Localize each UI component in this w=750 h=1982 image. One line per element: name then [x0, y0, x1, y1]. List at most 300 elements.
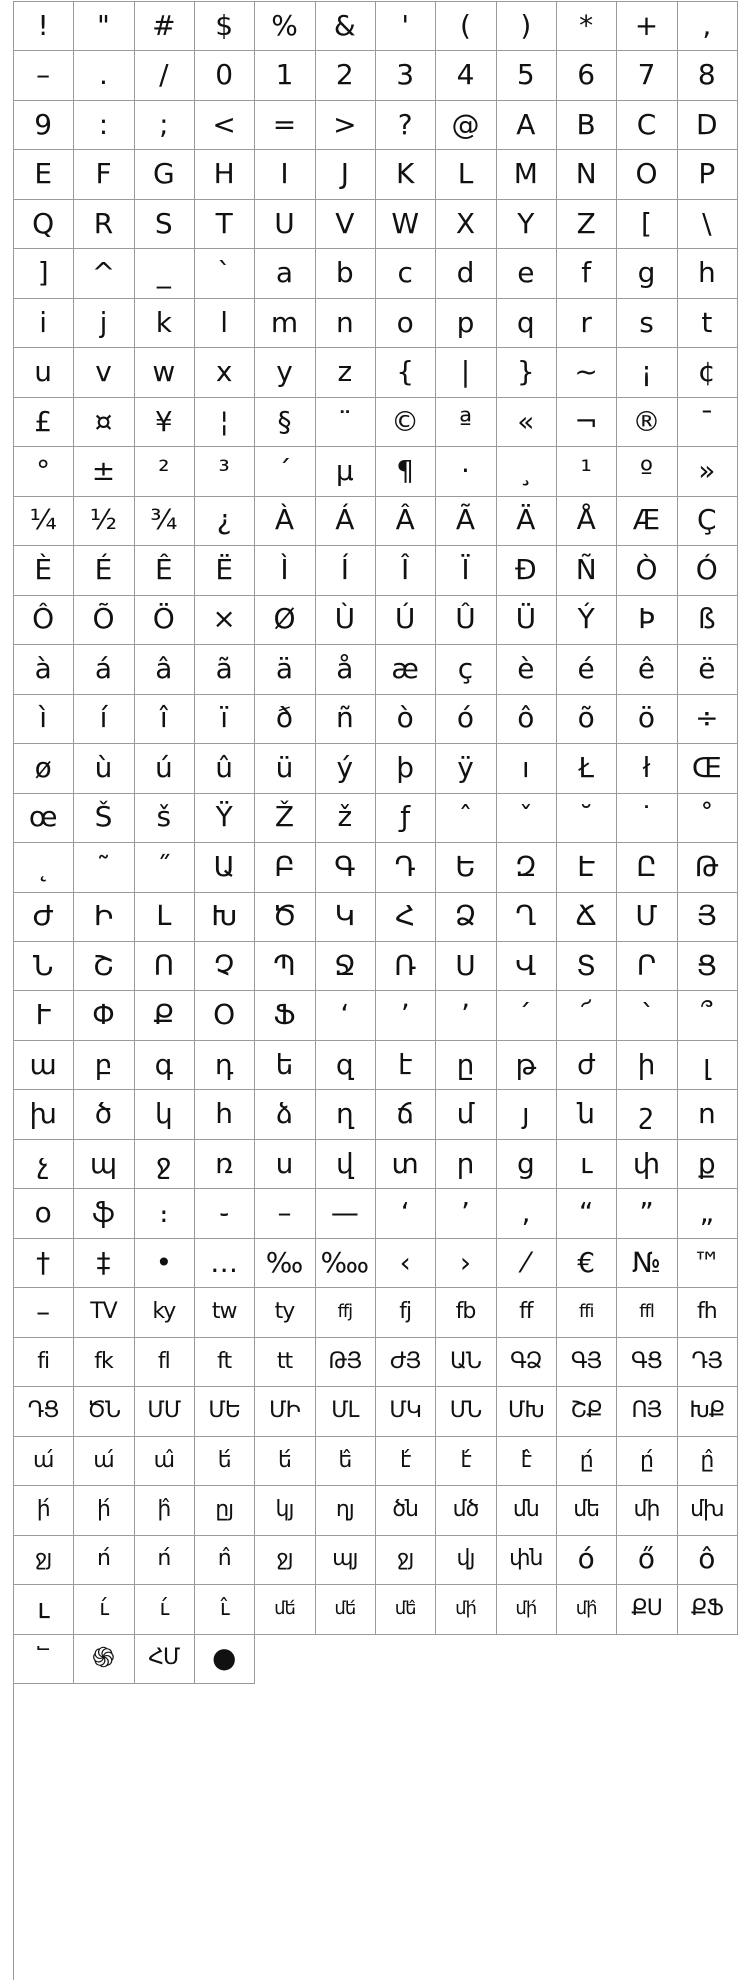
glyph-cell: . [73, 50, 134, 100]
glyph-cell: J [315, 149, 376, 199]
glyph-cell: ո̂ [194, 1535, 255, 1585]
glyph-cell: ò [375, 694, 436, 744]
glyph-cell: ւ́ [134, 1584, 195, 1634]
glyph-cell: Շ [73, 941, 134, 991]
glyph-cell: 5 [496, 50, 557, 100]
glyph-cell: ջ [134, 1139, 195, 1189]
glyph-cell: ’ [435, 1188, 496, 1238]
glyph-cell: , [677, 1, 738, 51]
glyph-cell: ե́ [194, 1436, 255, 1486]
glyph-cell: ı [496, 743, 557, 793]
glyph-cell: Ռ [375, 941, 436, 991]
glyph-cell: Ë [194, 545, 255, 595]
glyph-cell: n [315, 298, 376, 348]
glyph-cell: Í [315, 545, 376, 595]
glyph-cell: ըյ [194, 1485, 255, 1535]
glyph-cell: Œ [677, 743, 738, 793]
glyph-cell: Հ [375, 892, 436, 942]
glyph-cell: > [315, 100, 376, 150]
glyph-cell: P [677, 149, 738, 199]
glyph-cell: Ä [496, 496, 557, 546]
glyph-cell: ' [375, 1, 436, 51]
glyph-cell: Թ [677, 842, 738, 892]
glyph-cell: L [435, 149, 496, 199]
glyph-cell: õ [556, 694, 617, 744]
glyph-cell: c [375, 248, 436, 298]
glyph-cell: Ւ [13, 991, 74, 1041]
glyph-cell: tw [194, 1287, 255, 1337]
glyph-cell: մծ [435, 1485, 496, 1535]
glyph-cell: – [13, 1287, 74, 1337]
glyph-cell: R [73, 199, 134, 249]
glyph-cell: Î [375, 545, 436, 595]
glyph-cell: ո [677, 1089, 738, 1139]
glyph-cell: կյ [254, 1485, 315, 1535]
glyph-cell: ⁄ [496, 1238, 557, 1288]
glyph-cell: Յ [677, 892, 738, 942]
glyph-cell: թ [496, 1040, 557, 1090]
glyph-cell: ˆ [435, 793, 496, 843]
glyph-cell: ՄՄ [134, 1386, 195, 1436]
glyph-cell: î [134, 694, 195, 744]
glyph-cell: — [315, 1188, 376, 1238]
glyph-cell: ˙ [616, 793, 677, 843]
glyph-cell: վյ [435, 1535, 496, 1585]
glyph-cell: Õ [73, 595, 134, 645]
glyph-cell: ծն [375, 1485, 436, 1535]
glyph-cell: x [194, 347, 255, 397]
glyph-cell: ա́ [13, 1436, 74, 1486]
glyph-cell: պ [73, 1139, 134, 1189]
glyph-cell: մխ [677, 1485, 738, 1535]
glyph-cell: Ն [13, 941, 74, 991]
glyph-cell: í [73, 694, 134, 744]
glyph-cell: – [254, 1188, 315, 1238]
glyph-cell: 1 [254, 50, 315, 100]
glyph-cell: ո́ [73, 1535, 134, 1585]
glyph-cell: ö [616, 694, 677, 744]
glyph-cell: G [134, 149, 195, 199]
glyph-cell: հ [194, 1089, 255, 1139]
glyph-cell: ԳՁ [496, 1337, 557, 1387]
glyph-cell: ¡ [616, 347, 677, 397]
glyph-cell: % [254, 1, 315, 51]
glyph-cell: C [616, 100, 677, 150]
glyph-cell: ô [677, 1535, 738, 1585]
glyph-cell: Կ [315, 892, 376, 942]
glyph-cell: tt [254, 1337, 315, 1387]
glyph-cell: ՄԵ [194, 1386, 255, 1436]
glyph-cell: × [194, 595, 255, 645]
glyph-cell: ր [435, 1139, 496, 1189]
glyph-cell: վ [315, 1139, 376, 1189]
glyph-cell: ° [13, 446, 74, 496]
glyph-cell: h [677, 248, 738, 298]
glyph-cell: Á [315, 496, 376, 546]
glyph-cell: ՚ [435, 991, 496, 1041]
glyph-cell: ֊ [194, 1188, 255, 1238]
glyph-cell: ` [194, 248, 255, 298]
glyph-cell: ՀՄ [134, 1634, 195, 1684]
glyph-cell: ½ [73, 496, 134, 546]
glyph-cell: fb [435, 1287, 496, 1337]
glyph-cell: Â [375, 496, 436, 546]
glyph-cell: D [677, 100, 738, 150]
glyph-cell: ԴՑ [13, 1386, 74, 1436]
glyph-cell: Պ [254, 941, 315, 991]
glyph-cell: պյ [315, 1535, 376, 1585]
glyph-cell: ‹ [375, 1238, 436, 1288]
glyph-cell: O [616, 149, 677, 199]
glyph-cell: Ê [134, 545, 195, 595]
glyph-cell: X [435, 199, 496, 249]
glyph-cell: 4 [435, 50, 496, 100]
glyph-cell: À [254, 496, 315, 546]
glyph-cell: § [254, 397, 315, 447]
glyph-cell: ֍ [73, 1634, 134, 1684]
glyph-cell: ՛ [496, 991, 557, 1041]
glyph-cell: ë [677, 644, 738, 694]
glyph-cell: } [496, 347, 557, 397]
glyph-cell: ÷ [677, 694, 738, 744]
glyph-cell: Ը [616, 842, 677, 892]
glyph-cell: Տ [556, 941, 617, 991]
glyph-cell: ˜ [73, 842, 134, 892]
glyph-cell: ԴՅ [677, 1337, 738, 1387]
glyph-cell: ՔՖ [677, 1584, 738, 1634]
glyph-cell: ~ [556, 347, 617, 397]
glyph-cell: Ժ [13, 892, 74, 942]
glyph-cell: ՈՅ [616, 1386, 677, 1436]
glyph-cell: ” [616, 1188, 677, 1238]
glyph-cell: ñ [315, 694, 376, 744]
glyph-cell: Ձ [435, 892, 496, 942]
glyph-cell: Վ [496, 941, 557, 991]
glyph-cell: Ծ [254, 892, 315, 942]
glyph-cell: Ó [677, 545, 738, 595]
glyph-cell: ¶ [375, 446, 436, 496]
glyph-cell: ) [496, 1, 557, 51]
glyph-cell: փն [496, 1535, 557, 1585]
glyph-cell: մի̂ [556, 1584, 617, 1634]
glyph-cell: Ï [435, 545, 496, 595]
glyph-cell: fj [375, 1287, 436, 1337]
glyph-cell: T [194, 199, 255, 249]
glyph-cell: é [556, 644, 617, 694]
glyph-cell: g [616, 248, 677, 298]
glyph-cell: ● [194, 1634, 255, 1684]
glyph-cell: ‚ [496, 1188, 557, 1238]
glyph-cell: ® [616, 397, 677, 447]
glyph-cell: ՞ [677, 991, 738, 1041]
glyph-cell: fl [134, 1337, 195, 1387]
glyph-cell: ԳՑ [616, 1337, 677, 1387]
glyph-cell: ԽՔ [677, 1386, 738, 1436]
glyph-cell: Ç [677, 496, 738, 546]
glyph-cell: à [13, 644, 74, 694]
glyph-cell: N [556, 149, 617, 199]
glyph-cell: մե [556, 1485, 617, 1535]
glyph-cell: › [435, 1238, 496, 1288]
glyph-cell: Þ [616, 595, 677, 645]
glyph-cell: Ì [254, 545, 315, 595]
glyph-cell: ffl [616, 1287, 677, 1337]
glyph-cell: $ [194, 1, 255, 51]
glyph-cell: · [435, 446, 496, 496]
glyph-cell: = [254, 100, 315, 150]
glyph-cell: ՄԼ [315, 1386, 376, 1436]
glyph-cell: „ [677, 1188, 738, 1238]
glyph-cell: È [13, 545, 74, 595]
glyph-cell: ty [254, 1287, 315, 1337]
glyph-cell: Ց [677, 941, 738, 991]
glyph-cell: յ [496, 1089, 557, 1139]
glyph-cell: ff [496, 1287, 557, 1337]
glyph-cell: “ [556, 1188, 617, 1238]
glyph-cell: v [73, 347, 134, 397]
glyph-cell: ( [435, 1, 496, 51]
glyph-cell: ջյ [375, 1535, 436, 1585]
glyph-cell: ճ [375, 1089, 436, 1139]
glyph-cell: ‡ [73, 1238, 134, 1288]
glyph-cell: ª [435, 397, 496, 447]
glyph-cell: Ի [73, 892, 134, 942]
glyph-cell: ó [435, 694, 496, 744]
glyph-cell: 8 [677, 50, 738, 100]
glyph-chart [13, 1, 737, 1980]
glyph-cell: j [73, 298, 134, 348]
glyph-cell: Ջ [315, 941, 376, 991]
glyph-cell: † [13, 1238, 74, 1288]
glyph-cell: ՔՍ [616, 1584, 677, 1634]
glyph-cell: / [134, 50, 195, 100]
glyph-cell: մի́ [435, 1584, 496, 1634]
glyph-cell: Ò [616, 545, 677, 595]
glyph-cell: s [616, 298, 677, 348]
glyph-cell: Ð [496, 545, 557, 595]
glyph-cell: ե̂ [315, 1436, 376, 1486]
glyph-cell: £ [13, 397, 74, 447]
glyph-cell: ն [556, 1089, 617, 1139]
glyph-cell: F [73, 149, 134, 199]
glyph-cell: ւ́ [73, 1584, 134, 1634]
glyph-cell: ? [375, 100, 436, 150]
glyph-cell: ե́ [254, 1436, 315, 1486]
glyph-cell: æ [375, 644, 436, 694]
glyph-cell: – [13, 50, 74, 100]
glyph-cell: զ [315, 1040, 376, 1090]
glyph-cell: ԱՆ [435, 1337, 496, 1387]
glyph-cell: á [73, 644, 134, 694]
glyph-cell: è [496, 644, 557, 694]
glyph-cell: Փ [73, 991, 134, 1041]
glyph-cell: 3 [375, 50, 436, 100]
glyph-cell: ո́ [134, 1535, 195, 1585]
glyph-cell: մ [435, 1089, 496, 1139]
glyph-cell: ø [13, 743, 74, 793]
glyph-cell: ê [616, 644, 677, 694]
glyph-cell: ¥ [134, 397, 195, 447]
glyph-cell: u [13, 347, 74, 397]
glyph-cell: ffj [315, 1287, 376, 1337]
glyph-cell: Ý [556, 595, 617, 645]
glyph-cell: ՄՆ [435, 1386, 496, 1436]
glyph-cell: ft [194, 1337, 255, 1387]
glyph-cell: ] [13, 248, 74, 298]
glyph-cell: Ü [496, 595, 557, 645]
glyph-cell: մե̂ [375, 1584, 436, 1634]
glyph-cell: Ñ [556, 545, 617, 595]
glyph-cell: ի́ [73, 1485, 134, 1535]
glyph-cell: Խ [194, 892, 255, 942]
glyph-cell: Ù [315, 595, 376, 645]
glyph-cell: ² [134, 446, 195, 496]
glyph-cell: E [13, 149, 74, 199]
glyph-cell: ժ [556, 1040, 617, 1090]
glyph-cell: r [556, 298, 617, 348]
glyph-cell: ՄԻ [254, 1386, 315, 1436]
glyph-cell: է [375, 1040, 436, 1090]
glyph-cell: l [194, 298, 255, 348]
glyph-cell: š [134, 793, 195, 843]
glyph-cell: ՜ [556, 991, 617, 1041]
glyph-cell: ¦ [194, 397, 255, 447]
glyph-cell: S [134, 199, 195, 249]
glyph-cell: ԺՅ [375, 1337, 436, 1387]
glyph-cell: բ [73, 1040, 134, 1090]
glyph-cell: © [375, 397, 436, 447]
glyph-cell: ԹՅ [315, 1337, 376, 1387]
glyph-cell: Æ [616, 496, 677, 546]
glyph-cell: V [315, 199, 376, 249]
glyph-cell: ը [435, 1040, 496, 1090]
glyph-cell: Լ [134, 892, 195, 942]
glyph-cell: ի́ [13, 1485, 74, 1535]
glyph-cell: ³ [194, 446, 255, 496]
glyph-cell: ő [616, 1535, 677, 1585]
glyph-cell: Q [13, 199, 74, 249]
glyph-cell: Ս [435, 941, 496, 991]
glyph-cell: [ [616, 199, 677, 249]
glyph-cell: ï [194, 694, 255, 744]
glyph-cell: ը̂ [677, 1436, 738, 1486]
glyph-cell: ˛ [13, 842, 74, 892]
glyph-cell: " [73, 1, 134, 51]
glyph-cell: o [375, 298, 436, 348]
glyph-cell: a [254, 248, 315, 298]
glyph-cell: Ø [254, 595, 315, 645]
glyph-cell: z [315, 347, 376, 397]
glyph-cell: ւ̂ [194, 1584, 255, 1634]
glyph-cell: լ [677, 1040, 738, 1090]
glyph-cell: Մ [616, 892, 677, 942]
glyph-cell: ՝ [616, 991, 677, 1041]
glyph-cell: ֆ [73, 1188, 134, 1238]
glyph-cell: 2 [315, 50, 376, 100]
glyph-cell: | [435, 347, 496, 397]
glyph-cell: d [435, 248, 496, 298]
glyph-cell: Û [435, 595, 496, 645]
glyph-cell: 9 [13, 100, 74, 150]
glyph-cell: ± [73, 446, 134, 496]
glyph-cell: ք [677, 1139, 738, 1189]
glyph-cell: fh [677, 1287, 738, 1337]
glyph-cell: մի́ [496, 1584, 557, 1634]
glyph-cell: + [616, 1, 677, 51]
glyph-cell: þ [375, 743, 436, 793]
glyph-cell: fi [13, 1337, 74, 1387]
glyph-cell: մն [496, 1485, 557, 1535]
glyph-cell: դ [194, 1040, 255, 1090]
glyph-cell: ʼ [375, 991, 436, 1041]
glyph-cell: k [134, 298, 195, 348]
glyph-cell: ž [315, 793, 376, 843]
glyph-cell: Բ [254, 842, 315, 892]
glyph-cell: Չ [194, 941, 255, 991]
glyph-cell: ծ [73, 1089, 134, 1139]
glyph-cell: ¼ [13, 496, 74, 546]
glyph-cell: ¤ [73, 397, 134, 447]
glyph-cell: ի̂ [134, 1485, 195, 1535]
glyph-cell: ! [13, 1, 74, 51]
glyph-cell: H [194, 149, 255, 199]
glyph-cell: ց [496, 1139, 557, 1189]
glyph-cell: € [556, 1238, 617, 1288]
glyph-cell: Å [556, 496, 617, 546]
glyph-cell: ՄԽ [496, 1386, 557, 1436]
glyph-cell: ս [254, 1139, 315, 1189]
glyph-cell: ^ [73, 248, 134, 298]
glyph-cell: • [134, 1238, 195, 1288]
glyph-cell: @ [435, 100, 496, 150]
glyph-cell: Ք [134, 991, 195, 1041]
glyph-cell: տ [375, 1139, 436, 1189]
glyph-cell: m [254, 298, 315, 348]
glyph-cell: Ր [616, 941, 677, 991]
glyph-cell: է̂ [496, 1436, 557, 1486]
glyph-cell: Օ [194, 991, 255, 1041]
glyph-cell: ß [677, 595, 738, 645]
glyph-cell: ú [134, 743, 195, 793]
glyph-cell: ը́ [616, 1436, 677, 1486]
glyph-cell: 6 [556, 50, 617, 100]
glyph-cell: խ [13, 1089, 74, 1139]
glyph-cell: Է [556, 842, 617, 892]
glyph-cell: ՄԿ [375, 1386, 436, 1436]
glyph-cell: t [677, 298, 738, 348]
glyph-cell: ¯ [677, 397, 738, 447]
glyph-cell: օ [13, 1188, 74, 1238]
glyph-cell: Z [556, 199, 617, 249]
glyph-cell: շ [616, 1089, 677, 1139]
glyph-cell: * [556, 1, 617, 51]
glyph-cell: ‱ [315, 1238, 376, 1288]
glyph-cell: ; [134, 100, 195, 150]
glyph-cell: : [73, 100, 134, 150]
glyph-cell: ˇ [496, 793, 557, 843]
glyph-cell: ´ [254, 446, 315, 496]
glyph-cell: ý [315, 743, 376, 793]
glyph-cell: Գ [315, 842, 376, 892]
glyph-cell: B [556, 100, 617, 150]
glyph-cell: Ł [556, 743, 617, 793]
glyph-cell: e [496, 248, 557, 298]
glyph-cell: ð [254, 694, 315, 744]
glyph-cell: ã [194, 644, 255, 694]
glyph-cell: â [134, 644, 195, 694]
glyph-cell: { [375, 347, 436, 397]
glyph-cell: ü [254, 743, 315, 793]
